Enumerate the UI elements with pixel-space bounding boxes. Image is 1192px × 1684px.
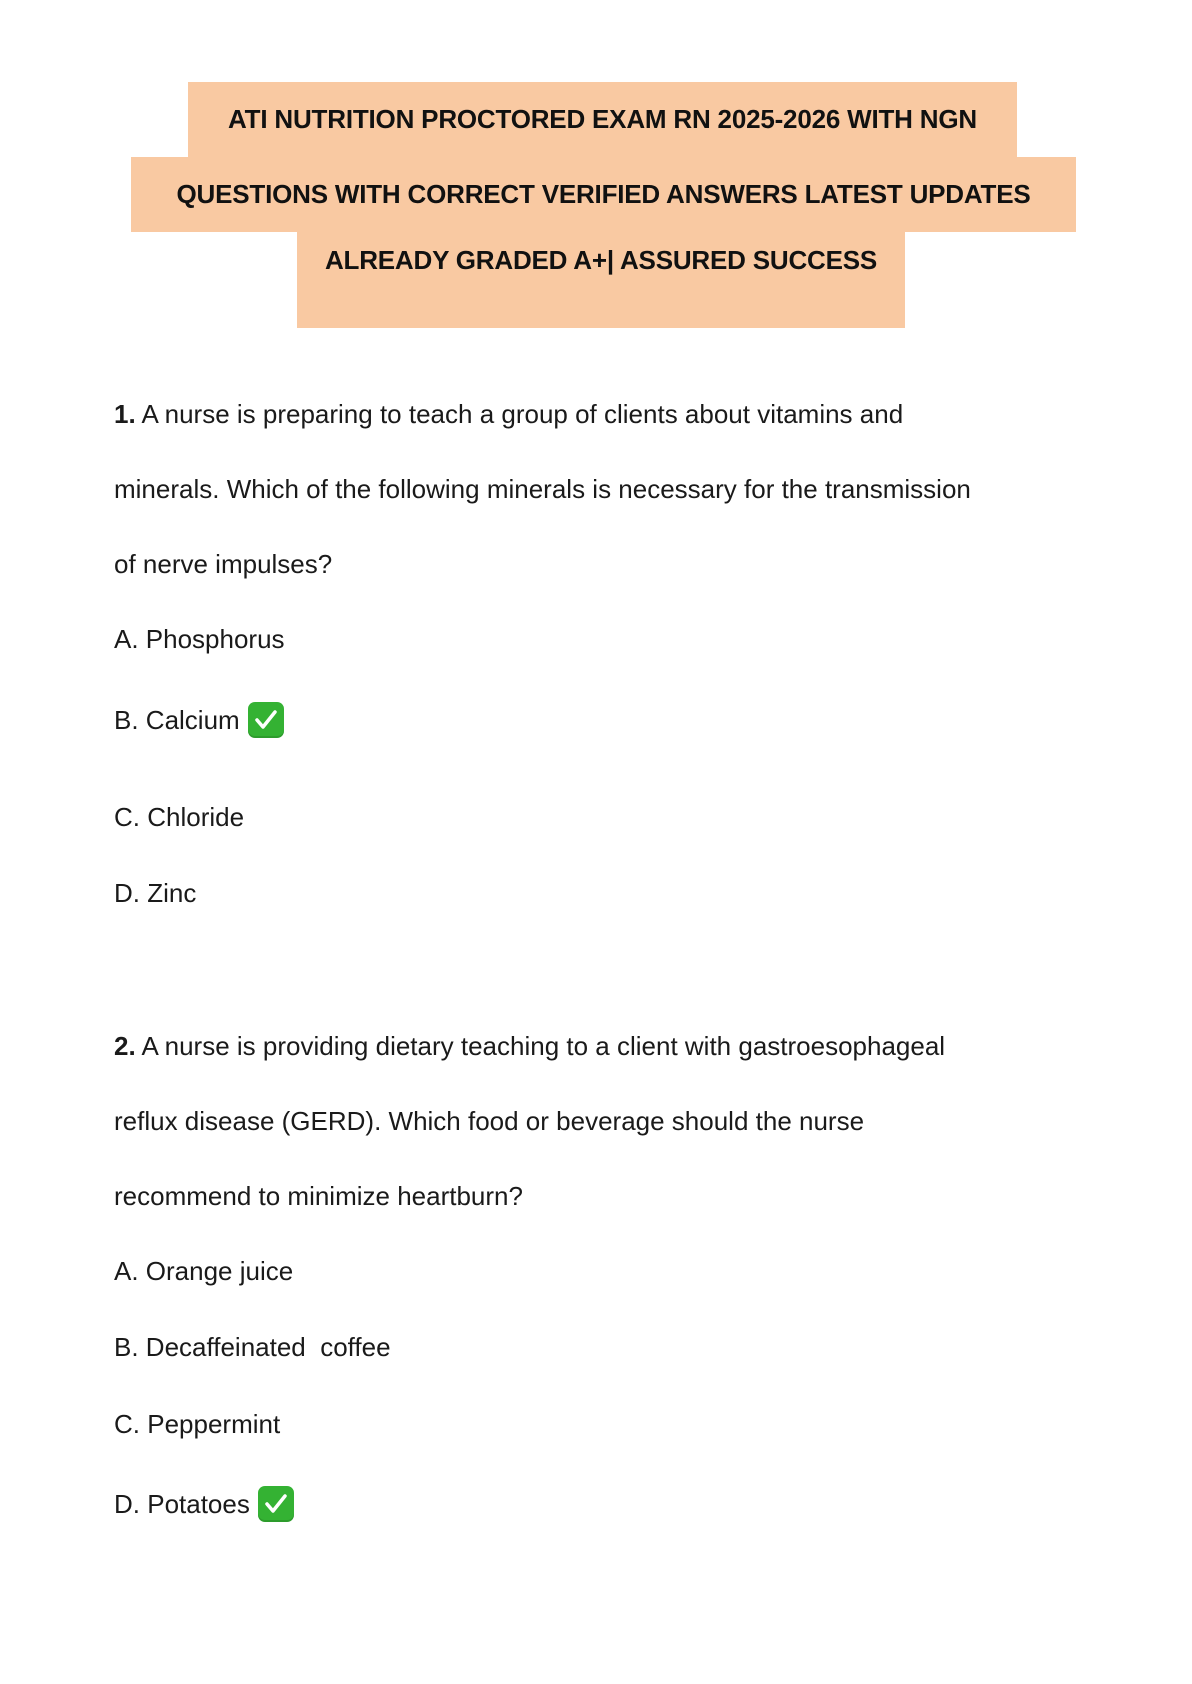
title-line-1: ATI NUTRITION PROCTORED EXAM RN 2025-2026 WITH NGN — [188, 82, 1017, 157]
question-2-number: 2. — [114, 1031, 136, 1061]
question-2-line-2: reflux disease (GERD). Which food or beverage should the nurse — [114, 1106, 865, 1136]
question-1-line-2: minerals. Which of the following minerals is necessary for the transmission — [114, 474, 971, 504]
question-1-line-3: of nerve impulses? — [114, 549, 333, 579]
question-1-option-a: A. Phosphorus — [114, 624, 285, 654]
question-1-option-b — [114, 704, 284, 740]
title-line-2: QUESTIONS WITH CORRECT VERIFIED ANSWERS LATEST UPDATES — [131, 157, 1076, 232]
question-1-option-b-text: B. Calcium — [114, 704, 240, 735]
question-1-number: 1. — [114, 399, 136, 429]
question-1-option-c: C. Chloride — [114, 802, 245, 832]
question-2-option-a: A. Orange juice — [114, 1256, 294, 1286]
question-1-text-1: A nurse is preparing to teach a group of clients about vitamins and — [141, 399, 904, 429]
question-1-line-1 — [114, 399, 903, 430]
question-2-option-d-text: D. Potatoes — [114, 1488, 250, 1519]
question-2-option-b: B. Decaffeinated coffee — [114, 1332, 391, 1362]
check-mark-button-icon — [258, 1486, 294, 1522]
question-2-text-1: A nurse is providing dietary teaching to a client with gastroesophageal — [141, 1031, 946, 1061]
check-mark-button-icon — [248, 702, 284, 738]
question-1-option-d: D. Zinc — [114, 878, 197, 908]
title-line-3: ALREADY GRADED A+| ASSURED SUCCESS — [297, 232, 905, 328]
question-2-line-1 — [114, 1031, 945, 1062]
question-2-option-d — [114, 1488, 294, 1524]
question-2-option-c: C. Peppermint — [114, 1409, 281, 1439]
question-2-line-3: recommend to minimize heartburn? — [114, 1181, 523, 1211]
